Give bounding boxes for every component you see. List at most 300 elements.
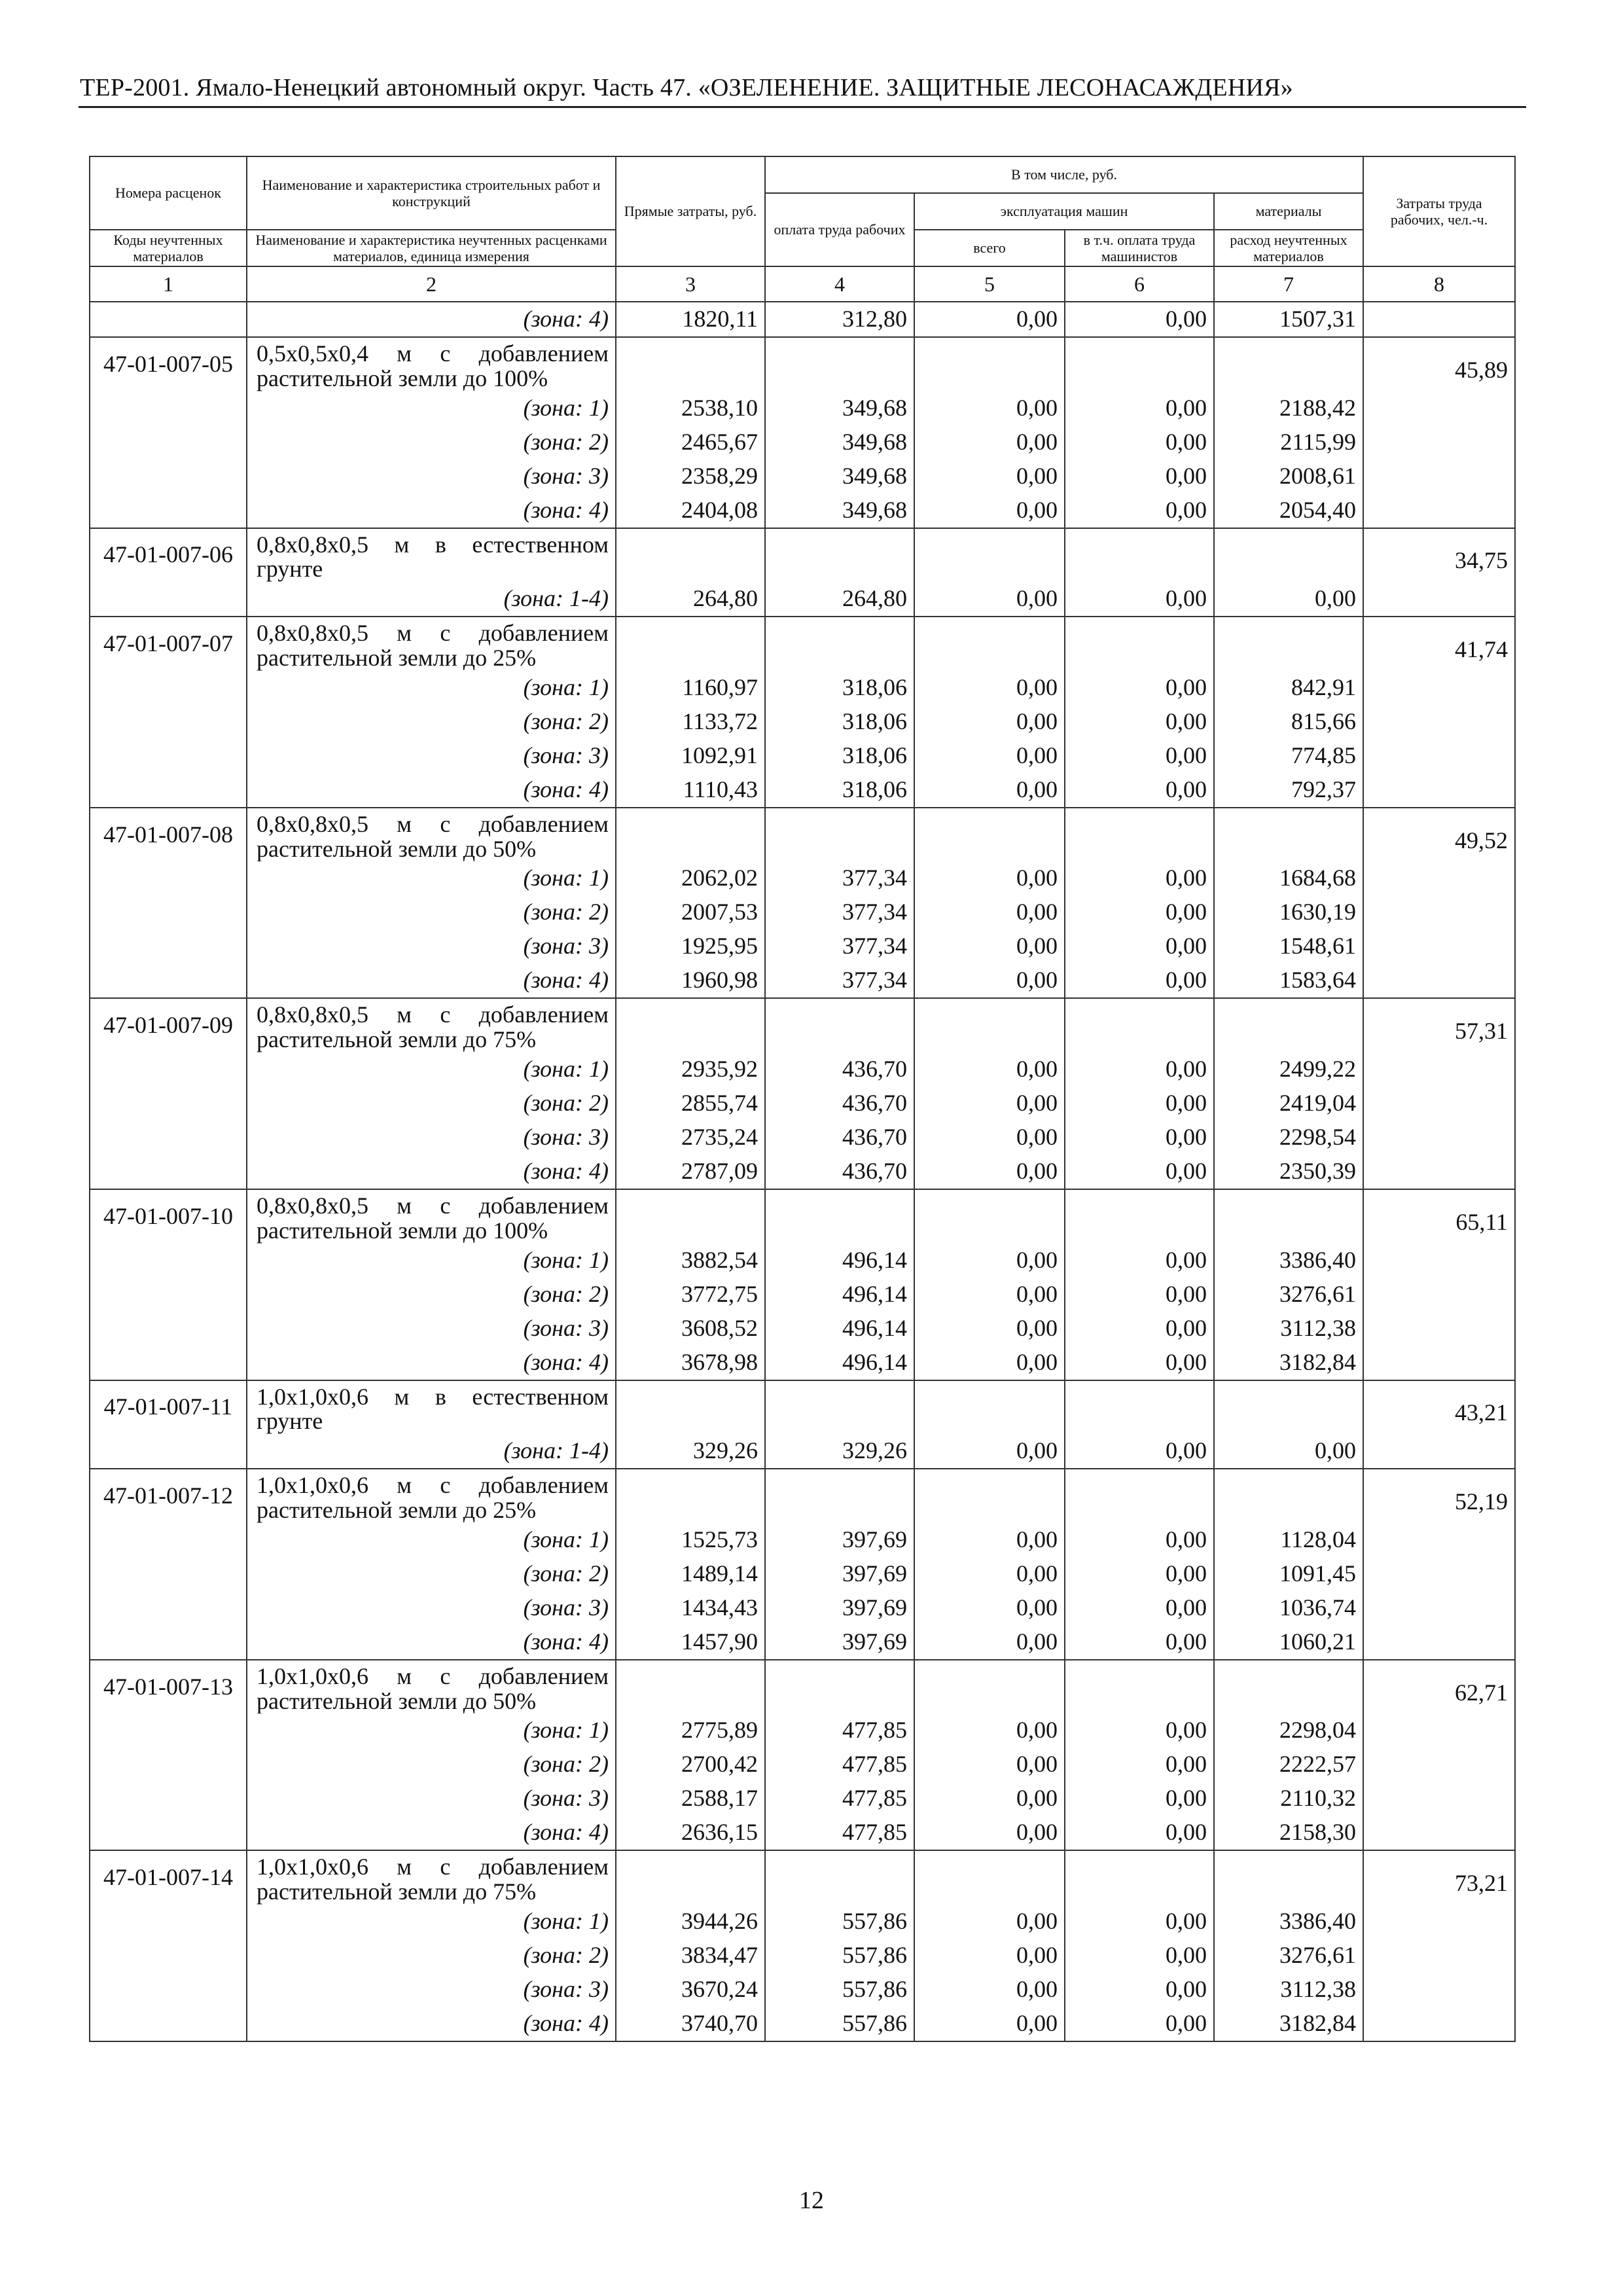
materials-consumption: 1583,64 [1214, 963, 1363, 998]
labor-pay: 557,86 [765, 1905, 914, 1939]
empty-cell [1363, 773, 1515, 808]
labor-pay: 436,70 [765, 1121, 914, 1155]
empty-cell [765, 1380, 914, 1435]
empty-cell [90, 302, 247, 337]
direct-costs: 1960,98 [616, 963, 765, 998]
direct-costs: 2465,67 [616, 425, 765, 459]
column-number: 1 [90, 266, 247, 302]
empty-cell [90, 1557, 247, 1591]
empty-cell [1065, 998, 1214, 1052]
machines-total: 0,00 [914, 895, 1065, 929]
zone-label: (зона: 4) [247, 1346, 616, 1380]
empty-cell [1065, 808, 1214, 862]
zone-label: (зона: 4) [247, 2007, 616, 2041]
zone-label: (зона: 2) [247, 1086, 616, 1121]
zone-row [90, 773, 1515, 808]
machines-total: 0,00 [914, 1312, 1065, 1346]
empty-cell [90, 1434, 247, 1469]
empty-cell [616, 1850, 765, 1905]
machinists-pay: 0,00 [1065, 1155, 1214, 1189]
rate-description: 1,0х1,0х0,6 м в естественном грунте [247, 1380, 616, 1435]
empty-cell [616, 337, 765, 391]
labor-pay: 496,14 [765, 1312, 914, 1346]
rate-title-row [90, 337, 1515, 391]
zone-label: (зона: 1) [247, 861, 616, 895]
zone-label: (зона: 2) [247, 1278, 616, 1312]
machines-total: 0,00 [914, 1346, 1065, 1380]
empty-cell [1363, 302, 1515, 337]
empty-cell [90, 671, 247, 705]
materials-consumption: 2158,30 [1214, 1816, 1363, 1850]
rate-code: 47-01-007-12 [90, 1469, 247, 1523]
rate-title-row [90, 1660, 1515, 1714]
machinists-pay: 0,00 [1065, 1782, 1214, 1816]
labor-costs: 45,89 [1363, 337, 1515, 391]
empty-cell [1065, 1380, 1214, 1435]
empty-cell [616, 998, 765, 1052]
rate-title-row [90, 1380, 1515, 1435]
page-number: 12 [799, 2187, 824, 2214]
labor-pay: 496,14 [765, 1346, 914, 1380]
empty-cell [765, 528, 914, 583]
empty-cell [90, 929, 247, 963]
zone-row [90, 1782, 1515, 1816]
zone-row [90, 861, 1515, 895]
empty-cell [1363, 1939, 1515, 1973]
materials-consumption: 1091,45 [1214, 1557, 1363, 1591]
rate-description: 0,8х0,8х0,5 м с добавлением растительной земли до 25% [247, 617, 616, 671]
empty-cell [1363, 1816, 1515, 1850]
machines-total: 0,00 [914, 582, 1065, 617]
column-number: 6 [1065, 266, 1214, 302]
zone-label: (зона: 2) [247, 1939, 616, 1973]
labor-pay: 349,68 [765, 493, 914, 528]
machinists-pay: 0,00 [1065, 1748, 1214, 1782]
empty-cell [914, 1660, 1065, 1714]
empty-cell [1363, 1748, 1515, 1782]
empty-cell [90, 1939, 247, 1973]
machinists-pay: 0,00 [1065, 739, 1214, 773]
materials-consumption: 2188,42 [1214, 391, 1363, 425]
machines-total: 0,00 [914, 1905, 1065, 1939]
machines-total: 0,00 [914, 963, 1065, 998]
machines-total: 0,00 [914, 773, 1065, 808]
empty-cell [1214, 808, 1363, 862]
empty-cell [1065, 1850, 1214, 1905]
materials-consumption: 1036,74 [1214, 1591, 1363, 1625]
rate-title-row [90, 528, 1515, 583]
empty-cell [90, 1052, 247, 1086]
direct-costs: 1092,91 [616, 739, 765, 773]
machinists-pay: 0,00 [1065, 1346, 1214, 1380]
rate-code: 47-01-007-06 [90, 528, 247, 583]
zone-label: (зона: 1) [247, 1244, 616, 1278]
empty-cell [765, 617, 914, 671]
materials-consumption: 2115,99 [1214, 425, 1363, 459]
materials-consumption: 0,00 [1214, 582, 1363, 617]
machines-total: 0,00 [914, 391, 1065, 425]
machinists-pay: 0,00 [1065, 1434, 1214, 1469]
labor-costs: 57,31 [1363, 998, 1515, 1052]
empty-cell [1065, 617, 1214, 671]
direct-costs: 2404,08 [616, 493, 765, 528]
empty-cell [914, 1850, 1065, 1905]
rates-table [89, 156, 1516, 2042]
empty-cell [765, 337, 914, 391]
labor-pay: 312,80 [765, 302, 914, 337]
zone-label: (зона: 2) [247, 425, 616, 459]
empty-cell [1363, 705, 1515, 739]
zone-row [90, 1052, 1515, 1086]
zone-row [90, 671, 1515, 705]
direct-costs: 3608,52 [616, 1312, 765, 1346]
direct-costs: 1160,97 [616, 671, 765, 705]
empty-cell [1363, 582, 1515, 617]
machinists-pay: 0,00 [1065, 1905, 1214, 1939]
empty-cell [90, 2007, 247, 2041]
labor-pay: 349,68 [765, 425, 914, 459]
direct-costs: 1925,95 [616, 929, 765, 963]
empty-cell [90, 773, 247, 808]
empty-cell [90, 1625, 247, 1660]
empty-cell [616, 1189, 765, 1244]
machinists-pay: 0,00 [1065, 493, 1214, 528]
labor-pay: 329,26 [765, 1434, 914, 1469]
empty-cell [1214, 337, 1363, 391]
empty-cell [1363, 425, 1515, 459]
machines-total: 0,00 [914, 705, 1065, 739]
machinists-pay: 0,00 [1065, 391, 1214, 425]
empty-cell [914, 1380, 1065, 1435]
empty-cell [90, 1973, 247, 2007]
direct-costs: 3834,47 [616, 1939, 765, 1973]
empty-cell [765, 1660, 914, 1714]
direct-costs: 2007,53 [616, 895, 765, 929]
zone-row [90, 302, 1515, 337]
zone-row [90, 1086, 1515, 1121]
rate-description: 0,5х0,5х0,4 м с добавлением растительной земли до 100% [247, 337, 616, 391]
rate-title-row [90, 1850, 1515, 1905]
rate-code: 47-01-007-09 [90, 998, 247, 1052]
empty-cell [90, 1155, 247, 1189]
zone-label: (зона: 3) [247, 1973, 616, 2007]
empty-cell [90, 1713, 247, 1748]
materials-consumption: 1060,21 [1214, 1625, 1363, 1660]
rate-code: 47-01-007-13 [90, 1660, 247, 1714]
empty-cell [914, 1469, 1065, 1523]
empty-cell [914, 998, 1065, 1052]
machines-total: 0,00 [914, 2007, 1065, 2041]
machinists-pay: 0,00 [1065, 773, 1214, 808]
labor-pay: 397,69 [765, 1591, 914, 1625]
labor-costs: 34,75 [1363, 528, 1515, 583]
materials-consumption: 3276,61 [1214, 1939, 1363, 1973]
materials-consumption: 3112,38 [1214, 1973, 1363, 2007]
materials-consumption: 2298,54 [1214, 1121, 1363, 1155]
empty-cell [1363, 1278, 1515, 1312]
empty-cell [1065, 528, 1214, 583]
zone-label: (зона: 1-4) [247, 582, 616, 617]
empty-cell [90, 1278, 247, 1312]
materials-consumption: 2008,61 [1214, 459, 1363, 493]
rate-code: 47-01-007-11 [90, 1380, 247, 1435]
machinists-pay: 0,00 [1065, 705, 1214, 739]
rate-code: 47-01-007-05 [90, 337, 247, 391]
machines-total: 0,00 [914, 1782, 1065, 1816]
machinists-pay: 0,00 [1065, 1625, 1214, 1660]
empty-cell [765, 808, 914, 862]
empty-cell [1065, 1660, 1214, 1714]
zone-label: (зона: 1-4) [247, 1434, 616, 1469]
materials-consumption: 1128,04 [1214, 1523, 1363, 1557]
machinists-pay: 0,00 [1065, 895, 1214, 929]
empty-cell [1065, 1189, 1214, 1244]
labor-costs: 73,21 [1363, 1850, 1515, 1905]
empty-cell [616, 617, 765, 671]
materials-consumption: 2298,04 [1214, 1713, 1363, 1748]
direct-costs: 3740,70 [616, 2007, 765, 2041]
empty-cell [90, 1748, 247, 1782]
labor-pay: 377,34 [765, 861, 914, 895]
machines-total: 0,00 [914, 1155, 1065, 1189]
empty-cell [90, 1591, 247, 1625]
zone-label: (зона: 3) [247, 739, 616, 773]
machines-total: 0,00 [914, 1557, 1065, 1591]
labor-pay: 557,86 [765, 2007, 914, 2041]
zone-label: (зона: 1) [247, 1713, 616, 1748]
zone-row [90, 425, 1515, 459]
zone-row [90, 895, 1515, 929]
zone-label: (зона: 1) [247, 1052, 616, 1086]
table-body [90, 302, 1515, 2041]
zone-label: (зона: 2) [247, 1748, 616, 1782]
empty-cell [90, 1086, 247, 1121]
rate-title-row [90, 1189, 1515, 1244]
labor-costs: 52,19 [1363, 1469, 1515, 1523]
labor-costs: 65,11 [1363, 1189, 1515, 1244]
direct-costs: 2855,74 [616, 1086, 765, 1121]
labor-pay: 264,80 [765, 582, 914, 617]
zone-row [90, 1278, 1515, 1312]
machinists-pay: 0,00 [1065, 582, 1214, 617]
empty-cell [1363, 1346, 1515, 1380]
direct-costs: 3670,24 [616, 1973, 765, 2007]
labor-pay: 477,85 [765, 1782, 914, 1816]
labor-pay: 377,34 [765, 895, 914, 929]
machines-total: 0,00 [914, 1816, 1065, 1850]
labor-pay: 318,06 [765, 739, 914, 773]
labor-costs: 49,52 [1363, 808, 1515, 862]
labor-pay: 377,34 [765, 963, 914, 998]
header-materials: материалы [1214, 193, 1363, 230]
machinists-pay: 0,00 [1065, 2007, 1214, 2041]
machinists-pay: 0,00 [1065, 1244, 1214, 1278]
zone-label: (зона: 2) [247, 1557, 616, 1591]
rate-description: 1,0х1,0х0,6 м с добавлением растительной земли до 75% [247, 1850, 616, 1905]
column-number: 4 [765, 266, 914, 302]
empty-cell [765, 1469, 914, 1523]
header-rate-numbers: Номера расценок [90, 156, 247, 230]
direct-costs: 2588,17 [616, 1782, 765, 1816]
labor-pay: 397,69 [765, 1557, 914, 1591]
column-number: 2 [247, 266, 616, 302]
machinists-pay: 0,00 [1065, 425, 1214, 459]
machines-total: 0,00 [914, 1121, 1065, 1155]
empty-cell [90, 739, 247, 773]
zone-label: (зона: 4) [247, 302, 616, 337]
materials-consumption: 3276,61 [1214, 1278, 1363, 1312]
zone-row [90, 1523, 1515, 1557]
direct-costs: 2062,02 [616, 861, 765, 895]
zone-row [90, 1557, 1515, 1591]
direct-costs: 2787,09 [616, 1155, 765, 1189]
zone-label: (зона: 1) [247, 391, 616, 425]
labor-pay: 397,69 [765, 1523, 914, 1557]
zone-row [90, 391, 1515, 425]
machinists-pay: 0,00 [1065, 1523, 1214, 1557]
header-material-names: Наименование и характеристика неучтенных расценками материалов, единица измерения [247, 230, 616, 266]
direct-costs: 2935,92 [616, 1052, 765, 1086]
materials-consumption: 3386,40 [1214, 1244, 1363, 1278]
direct-costs: 2775,89 [616, 1713, 765, 1748]
machinists-pay: 0,00 [1065, 1312, 1214, 1346]
zone-row [90, 1973, 1515, 2007]
rate-code: 47-01-007-08 [90, 808, 247, 862]
zone-label: (зона: 4) [247, 773, 616, 808]
zone-label: (зона: 3) [247, 1121, 616, 1155]
machines-total: 0,00 [914, 459, 1065, 493]
materials-consumption: 815,66 [1214, 705, 1363, 739]
empty-cell [1214, 998, 1363, 1052]
labor-pay: 349,68 [765, 459, 914, 493]
zone-label: (зона: 1) [247, 1905, 616, 1939]
direct-costs: 2538,10 [616, 391, 765, 425]
labor-pay: 377,34 [765, 929, 914, 963]
zone-label: (зона: 3) [247, 1312, 616, 1346]
column-number: 7 [1214, 266, 1363, 302]
materials-consumption: 1684,68 [1214, 861, 1363, 895]
zone-row [90, 1939, 1515, 1973]
empty-cell [1363, 1244, 1515, 1278]
zone-label: (зона: 1) [247, 1523, 616, 1557]
empty-cell [765, 998, 914, 1052]
header-rule [79, 106, 1526, 108]
zone-row [90, 493, 1515, 528]
labor-pay: 349,68 [765, 391, 914, 425]
direct-costs: 2636,15 [616, 1816, 765, 1850]
machines-total: 0,00 [914, 1278, 1065, 1312]
machinists-pay: 0,00 [1065, 963, 1214, 998]
zone-label: (зона: 1) [247, 671, 616, 705]
rate-description: 1,0х1,0х0,6 м с добавлением растительной земли до 50% [247, 1660, 616, 1714]
machines-total: 0,00 [914, 1713, 1065, 1748]
materials-consumption: 3386,40 [1214, 1905, 1363, 1939]
labor-costs: 62,71 [1363, 1660, 1515, 1714]
labor-pay: 477,85 [765, 1713, 914, 1748]
zone-label: (зона: 3) [247, 459, 616, 493]
zone-row [90, 1816, 1515, 1850]
materials-consumption: 842,91 [1214, 671, 1363, 705]
labor-pay: 318,06 [765, 773, 914, 808]
rate-description: 0,8х0,8х0,5 м в естественном грунте [247, 528, 616, 583]
machines-total: 0,00 [914, 1591, 1065, 1625]
labor-pay: 436,70 [765, 1052, 914, 1086]
materials-consumption: 792,37 [1214, 773, 1363, 808]
empty-cell [616, 528, 765, 583]
machines-total: 0,00 [914, 1523, 1065, 1557]
zone-label: (зона: 3) [247, 929, 616, 963]
machinists-pay: 0,00 [1065, 1973, 1214, 2007]
direct-costs: 2358,29 [616, 459, 765, 493]
empty-cell [616, 1380, 765, 1435]
machines-total: 0,00 [914, 1052, 1065, 1086]
materials-consumption: 2419,04 [1214, 1086, 1363, 1121]
header-labor-costs: Затраты труда рабочих, чел.-ч. [1363, 156, 1515, 266]
empty-cell [616, 1469, 765, 1523]
machinists-pay: 0,00 [1065, 1816, 1214, 1850]
header-direct-costs: Прямые затраты, руб. [616, 156, 765, 266]
rate-title-row [90, 998, 1515, 1052]
materials-consumption: 1507,31 [1214, 302, 1363, 337]
empty-cell [1363, 671, 1515, 705]
zone-label: (зона: 4) [247, 963, 616, 998]
direct-costs: 329,26 [616, 1434, 765, 1469]
empty-cell [1363, 1625, 1515, 1660]
materials-consumption: 2054,40 [1214, 493, 1363, 528]
labor-pay: 557,86 [765, 1939, 914, 1973]
empty-cell [1065, 337, 1214, 391]
labor-pay: 436,70 [765, 1086, 914, 1121]
rate-description: 1,0х1,0х0,6 м с добавлением растительной земли до 25% [247, 1469, 616, 1523]
labor-pay: 477,85 [765, 1816, 914, 1850]
machines-total: 0,00 [914, 1973, 1065, 2007]
machinists-pay: 0,00 [1065, 459, 1214, 493]
direct-costs: 2735,24 [616, 1121, 765, 1155]
zone-label: (зона: 4) [247, 1816, 616, 1850]
machinists-pay: 0,00 [1065, 302, 1214, 337]
machines-total: 0,00 [914, 493, 1065, 528]
document-header: ТЕР-2001. Ямало-Ненецкий автономный округ. Часть 47. «ОЗЕЛЕНЕНИЕ. ЗАЩИТНЫЕ ЛЕСОНАСАЖДЕНИЯ» [80, 74, 1293, 101]
empty-cell [1363, 1782, 1515, 1816]
header-machines-total: всего [914, 230, 1065, 266]
zone-row [90, 1121, 1515, 1155]
empty-cell [1363, 1557, 1515, 1591]
empty-cell [90, 1121, 247, 1155]
empty-cell [90, 705, 247, 739]
machinists-pay: 0,00 [1065, 1713, 1214, 1748]
labor-pay: 496,14 [765, 1244, 914, 1278]
direct-costs: 3678,98 [616, 1346, 765, 1380]
empty-cell [1363, 1591, 1515, 1625]
empty-cell [90, 391, 247, 425]
materials-consumption: 2499,22 [1214, 1052, 1363, 1086]
empty-cell [1363, 391, 1515, 425]
materials-consumption: 2350,39 [1214, 1155, 1363, 1189]
machinists-pay: 0,00 [1065, 1121, 1214, 1155]
zone-row [90, 1625, 1515, 1660]
header-machinists-pay: в т.ч. оплата труда машинистов [1065, 230, 1214, 266]
empty-cell [1363, 929, 1515, 963]
machinists-pay: 0,00 [1065, 1939, 1214, 1973]
machines-total: 0,00 [914, 929, 1065, 963]
labor-pay: 496,14 [765, 1278, 914, 1312]
machines-total: 0,00 [914, 1244, 1065, 1278]
machinists-pay: 0,00 [1065, 1557, 1214, 1591]
machines-total: 0,00 [914, 739, 1065, 773]
machines-total: 0,00 [914, 1748, 1065, 1782]
empty-cell [1363, 1155, 1515, 1189]
materials-consumption: 2222,57 [1214, 1748, 1363, 1782]
